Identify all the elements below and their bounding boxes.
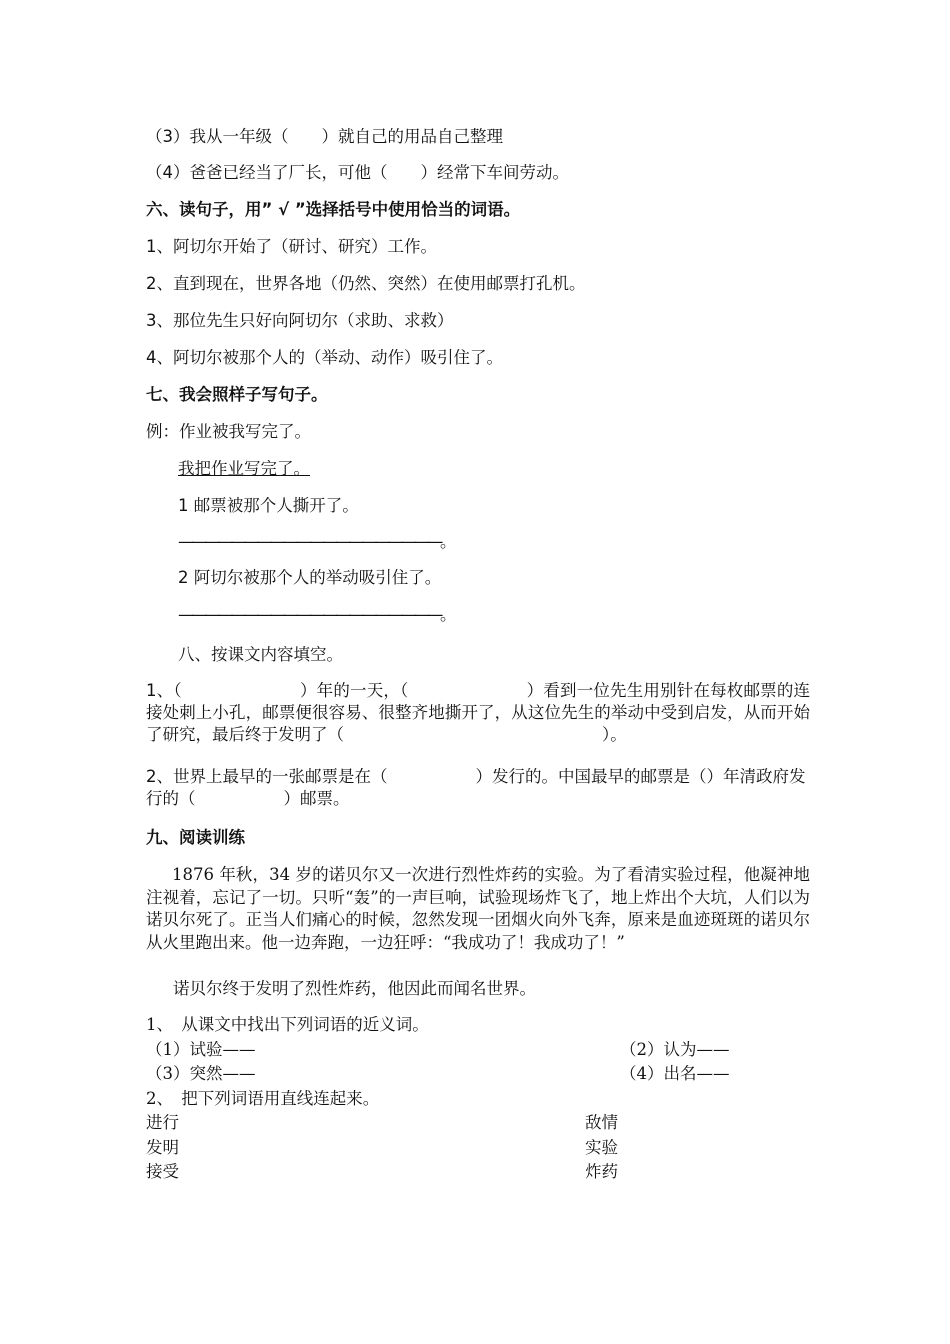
match-right-word-2: 实验 xyxy=(585,1138,618,1157)
fill-2-mid: ）发行的。中国最早的邮票是（ xyxy=(475,767,707,786)
answer-line-1: ————————————————————。 xyxy=(178,532,454,551)
fill-1-body: ）看到一位先生用别针在每枚邮票的连接处刺上小孔，邮票便很容易、很整齐地撕开了，从这位先生的举动中受到启发，从而开始了研究，最后终于发明了（ xyxy=(146,681,811,744)
fill-paragraph-2 xyxy=(146,766,810,810)
example-answer: 我把作业写完了。 xyxy=(178,459,310,478)
choice-item-2: 2、直到现在，世界各地（仍然、突然）在使用邮票打孔机。 xyxy=(146,274,586,293)
fill-paragraph-1 xyxy=(146,680,810,746)
match-right-word-1: 敌情 xyxy=(585,1113,618,1132)
rewrite-question-1: 1 邮票被那个人撕开了。 xyxy=(178,496,359,515)
section-8-heading: 八、按课文内容填空。 xyxy=(178,645,343,664)
reading-passage-conclusion: 诺贝尔终于发明了烈性炸药，他因此而闻名世界。 xyxy=(173,979,536,998)
match-left-word-1: 进行 xyxy=(146,1113,179,1132)
fill-2-year: ）年清政府发行的（ xyxy=(146,767,806,808)
fill-item-4: （4）爸爸已经当了厂长，可他（ ）经常下车间劳动。 xyxy=(146,163,569,182)
fill-item-3: （3）我从一年级（ ）就自己的用品自己整理 xyxy=(146,127,503,146)
synonym-item-3: （3）突然—— xyxy=(146,1064,256,1083)
fill-1-end: ）。 xyxy=(602,725,627,744)
rewrite-question-2: 2 阿切尔被那个人的举动吸引住了。 xyxy=(178,568,442,587)
synonym-item-4: （4）出名—— xyxy=(620,1064,730,1083)
reading-question-1: 1、 从课文中找出下列词语的近义词。 xyxy=(146,1015,429,1034)
choice-item-1: 1、阿切尔开始了（研讨、研究）工作。 xyxy=(146,237,437,256)
reading-question-2: 2、 把下列词语用直线连起来。 xyxy=(146,1089,380,1108)
match-left-word-3: 接受 xyxy=(146,1162,179,1181)
fill-1-start: 1、（ xyxy=(146,681,182,700)
fill-1-mid: ）年的一天，（ xyxy=(299,681,409,700)
example-sentence: 例：作业被我写完了。 xyxy=(146,422,311,441)
match-left-word-2: 发明 xyxy=(146,1138,179,1157)
fill-2-start: 2、世界上最早的一张邮票是在（ xyxy=(146,767,388,786)
reading-passage: 1876 年秋，34 岁的诺贝尔又一次进行烈性炸药的实验。为了看清实验过程，他凝神地注视着，忘记了一切。只听“轰”的一声巨响，试验现场炸飞了，地上炸出个大坑，人们以为诺贝尔死了。正当人们痛心的时候，忽然发现一团烟火向外飞奔，原来是血迹斑斑的诺贝尔从火里跑出来。他一边奔跑，一边狂呼：“我成功了！我成功了！” xyxy=(146,865,810,952)
synonym-item-1: （1）试验—— xyxy=(146,1040,256,1059)
fill-2-end: ）邮票。 xyxy=(283,789,350,808)
choice-item-3: 3、那位先生只好向阿切尔（求助、求救） xyxy=(146,311,454,330)
choice-item-4: 4、阿切尔被那个人的（举动、动作）吸引住了。 xyxy=(146,348,503,367)
answer-line-2: ————————————————————。 xyxy=(178,605,454,624)
section-6-heading: 六、读句子，用” √ ”选择括号中使用恰当的词语。 xyxy=(146,200,521,219)
match-right-word-3: 炸药 xyxy=(585,1162,618,1181)
section-9-heading: 九、阅读训练 xyxy=(146,828,245,847)
synonym-item-2: （2）认为—— xyxy=(620,1040,730,1059)
section-7-heading: 七、我会照样子写句子。 xyxy=(146,385,328,404)
